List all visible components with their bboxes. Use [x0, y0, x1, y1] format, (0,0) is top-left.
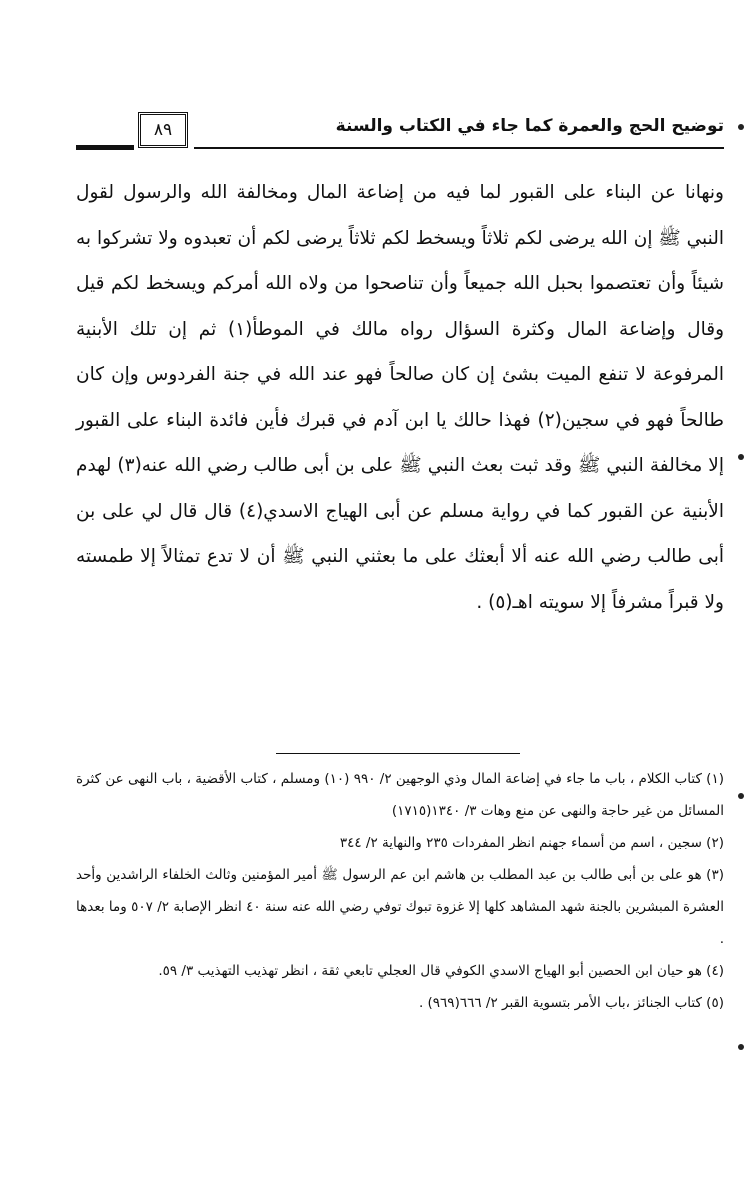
- footnote-3: (٣) هو على بن أبى طالب بن عبد المطلب بن هاشم ابن عم الرسول ﷺ أمير المؤمنين وثالث الخلفاء الراشدين وأحد العشرة المبشرين بالجنة شهد المشاهد كلها إلا غزوة تبوك توفي رضي الله عنه سنة ٤٠ انظر الإصابة ٢/ ٥٠٧ وما بعدها .: [76, 867, 724, 947]
- page-number: ٨٩: [153, 120, 173, 140]
- scan-mark: [738, 124, 744, 130]
- main-text: [76, 170, 724, 625]
- footnote-1: (١) كتاب الكلام ، باب ما جاء في إضاعة المال وذي الوجهين ٢/ ٩٩٠ (١٠) ومسلم ، كتاب الأقضية ، باب النهى عن كثرة المسائل من غير حاجة والنهى عن منع وهات ٣/ ١٣٤٠(١٧١٥): [76, 771, 724, 819]
- running-header: [76, 112, 724, 156]
- header-rule: [194, 147, 724, 149]
- footnote-4: (٤) هو حيان ابن الحصين أبو الهياج الاسدي الكوفي قال العجلي تابعي ثقة ، انظر تهذيب التهذيب ٣/ ٥٩.: [158, 963, 724, 979]
- header-rule-thick: [76, 145, 134, 150]
- footnotes: [76, 763, 724, 1019]
- body-paragraph: ونهانا عن البناء على القبور لما فيه من إضاعة المال ومخالفة الله والرسول لقول النبي ﷺ إن الله يرضى لكم ثلاثاً ويسخط لكم ثلاثاً يرضى لكم أن تعبدوه ولا تشركوا به شيئاً وأن تعتصموا بحبل الله جميعاً وأن تناصحوا من ولاه الله أمركم ويسخط لكم قيل وقال وإضاعة المال وكثرة السؤال رواه مالك في الموطأ(١) ثم إن تلك الأبنية المرفوعة لا تنفع الميت بشئ إن كان صالحاً فهو عند الله في جنة الفردوس وإن كان طالحاً فهو في سجين(٢) فهذا حالك يا ابن آدم في قبرك فأين فائدة البناء على القبور إلا مخالفة النبي ﷺ وقد ثبت بعث النبي ﷺ على بن أبى طالب رضي الله عنه(٣) لهدم الأبنية عن القبور كما في رواية مسلم عن أبى الهياج الاسدي(٤) قال قال لي على بن أبى طالب رضي الله عنه ألا أبعثك على ما بعثني النبي ﷺ أن لا تدع تمثالاً إلا طمسته ولا قبراً مشرفاً إلا سويته اهـ(٥) .: [76, 182, 725, 613]
- scan-mark: [738, 793, 744, 799]
- footnote-separator: [276, 753, 520, 754]
- scan-mark: [738, 1044, 744, 1050]
- page-number-box: [138, 112, 188, 148]
- footnote-2: (٢) سجين ، اسم من أسماء جهنم انظر المفردات ٢٣٥ والنهاية ٢/ ٣٤٤: [339, 835, 724, 851]
- running-title: توضيح الحج والعمرة كما جاء في الكتاب والسنة: [335, 116, 724, 136]
- footnote-5: (٥) كتاب الجنائز ،باب الأمر بتسوية القبر ٢/ ٦٦٦(٩٦٩) .: [418, 995, 724, 1011]
- scan-mark: [738, 454, 744, 460]
